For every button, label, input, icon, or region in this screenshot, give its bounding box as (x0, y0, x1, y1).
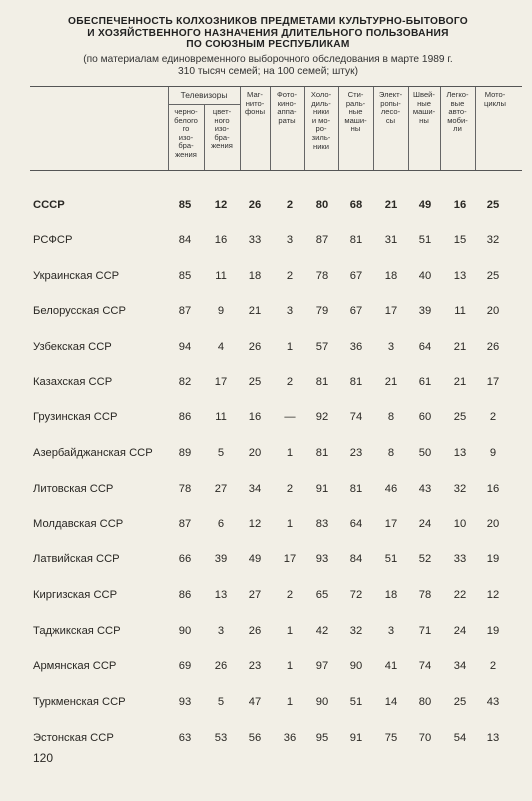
table-cell: 57 (315, 341, 329, 353)
table-row (0, 375, 532, 393)
table-cell: 74 (418, 660, 432, 672)
table-cell: 3 (387, 341, 395, 353)
table-title (20, 16, 516, 51)
row-label: Латвийская ССР (33, 553, 120, 565)
table-cell: 49 (418, 199, 432, 211)
table-cell: 90 (178, 625, 192, 637)
table-cell: 50 (418, 447, 432, 459)
table-cell: 40 (418, 270, 432, 282)
table-subtitle (20, 54, 516, 77)
table-cell: 21 (384, 376, 398, 388)
table-cell: 60 (418, 411, 432, 423)
table-cell: 11 (215, 411, 227, 423)
table-cell: 17 (283, 553, 297, 565)
table-cell: 9 (217, 305, 225, 317)
header-line: Элект- (378, 90, 403, 99)
table-cell: 81 (349, 234, 363, 246)
header-line: белого (174, 115, 198, 125)
row-label: Украинская ССР (33, 270, 120, 282)
table-row (0, 446, 532, 464)
table-cell: 51 (418, 234, 432, 246)
table-cell: 52 (418, 553, 432, 565)
table-cell: 80 (418, 696, 432, 708)
header-line: вые (450, 98, 465, 108)
table-cell: 46 (384, 483, 398, 495)
table-cell: 80 (315, 199, 329, 211)
table-cell: 4 (217, 341, 225, 353)
table-cell: 9 (489, 447, 497, 459)
table-cell: 10 (453, 518, 467, 530)
header-line: ро- (315, 124, 327, 134)
table-cell: 21 (453, 376, 467, 388)
row-label: Белорусская ССР (33, 305, 126, 317)
table-cell: 64 (418, 341, 432, 353)
header-line: Мото- (484, 90, 506, 99)
table-cell: 67 (349, 270, 363, 282)
header-line: го (182, 124, 190, 134)
table-cell: 25 (453, 696, 467, 708)
table-cell: 82 (178, 376, 192, 388)
table-cell: 2 (286, 199, 294, 211)
header-line: лесо- (380, 107, 401, 117)
table-cell: 93 (178, 696, 192, 708)
header-washing-machines (338, 91, 373, 134)
table-cell: 1 (286, 518, 294, 530)
table-cell: 26 (248, 199, 262, 211)
table-cell: 11 (454, 305, 466, 317)
table-cell: 21 (453, 341, 467, 353)
table-cell: 87 (178, 518, 192, 530)
table-cell: 32 (486, 234, 500, 246)
table-cell: 1 (286, 447, 294, 459)
header-line: диль- (311, 98, 331, 108)
header-tape-recorders (240, 91, 270, 117)
header-line: бра- (178, 141, 194, 151)
table-cell: 64 (349, 518, 363, 530)
table-cell: 84 (178, 234, 192, 246)
table-cell: 24 (418, 518, 432, 530)
table-cell: 17 (384, 305, 398, 317)
table-cell: 84 (349, 553, 363, 565)
table-row (0, 340, 532, 358)
row-label: СССР (33, 199, 65, 211)
header-line: ны (419, 115, 429, 125)
table-cell: 5 (217, 696, 225, 708)
table-cell: 16 (486, 483, 500, 495)
header-line: маши- (412, 107, 436, 117)
header-line: ропы- (380, 98, 401, 108)
table-cell: 91 (315, 483, 329, 495)
header-line: бра- (214, 132, 230, 142)
header-line: аппа- (277, 107, 297, 117)
row-label: Литовская ССР (33, 483, 114, 495)
table-cell: 17 (214, 376, 228, 388)
table-cell: 47 (248, 696, 262, 708)
table-cell: 24 (453, 625, 467, 637)
table-row (0, 588, 532, 606)
header-line: раты (278, 115, 296, 125)
table-cell: 17 (384, 518, 398, 530)
table-cell: 3 (217, 625, 225, 637)
table-row (0, 269, 532, 287)
header-tv-color (204, 108, 240, 151)
header-tv-bw (168, 108, 204, 160)
table-cell: 43 (418, 483, 432, 495)
table-cell: 3 (286, 234, 294, 246)
table-cell: 26 (248, 625, 262, 637)
header-bottom-rule (30, 170, 522, 171)
table-cell: 2 (489, 411, 497, 423)
header-line: Швей- (413, 90, 435, 99)
table-cell: 78 (178, 483, 192, 495)
table-cell: — (284, 411, 296, 423)
header-line: и мо- (311, 115, 331, 125)
header-cars (440, 91, 475, 134)
table-cell: 15 (453, 234, 467, 246)
table-cell: 25 (453, 411, 467, 423)
row-label: Азербайджанская ССР (33, 447, 153, 459)
table-cell: 72 (349, 589, 363, 601)
table-cell: 81 (349, 376, 363, 388)
title-line: И ХОЗЯЙСТВЕННОГО НАЗНАЧЕНИЯ ДЛИТЕЛЬНОГО ПОЛЬЗОВАНИЯ (87, 27, 449, 39)
header-line: Фото- (277, 90, 297, 99)
table-cell: 25 (486, 270, 500, 282)
table-cell: 93 (315, 553, 329, 565)
table-cell: 54 (453, 732, 467, 744)
table-cell: 12 (486, 589, 500, 601)
table-cell: 17 (486, 376, 500, 388)
table-cell: 20 (486, 518, 500, 530)
table-cell: 83 (315, 518, 329, 530)
table-row (0, 233, 532, 251)
table-cell: 18 (248, 270, 262, 282)
table-cell: 97 (315, 660, 329, 672)
table-cell: 13 (486, 732, 500, 744)
table-cell: 92 (315, 411, 329, 423)
table-cell: 81 (315, 376, 329, 388)
header-line: ники (313, 107, 329, 117)
title-line: ОБЕСПЕЧЕННОСТЬ КОЛХОЗНИКОВ ПРЕДМЕТАМИ КУЛЬТУРНО-БЫТОВОГО (68, 16, 468, 27)
table-cell: 34 (248, 483, 262, 495)
table-cell: 32 (453, 483, 467, 495)
table-cell: 89 (178, 447, 192, 459)
table-cell: 20 (486, 305, 500, 317)
table-cell: 13 (214, 589, 228, 601)
table-cell: 31 (384, 234, 398, 246)
table-cell: 94 (178, 341, 192, 353)
table-cell: 85 (178, 270, 192, 282)
table-cell: 79 (315, 305, 329, 317)
header-line: кино- (277, 98, 297, 108)
header-line: раль- (345, 98, 366, 108)
table-cell: 87 (315, 234, 329, 246)
table-cell: 22 (453, 589, 467, 601)
table-cell: 51 (349, 696, 363, 708)
header-refrigerators (304, 91, 338, 151)
table-cell: 65 (315, 589, 329, 601)
header-line: фоны (244, 107, 266, 117)
header-line: Сти- (347, 90, 364, 99)
table-cell: 1 (286, 341, 294, 353)
table-cell: 18 (384, 589, 398, 601)
table-cell: 12 (214, 199, 228, 211)
table-cell: 13 (453, 447, 467, 459)
subtitle-line: (по материалам единовременного выборочного обследования в марте 1989 г. (83, 54, 453, 65)
header-line: сы (385, 115, 396, 125)
row-label: Таджикская ССР (33, 625, 121, 637)
table-cell: 67 (349, 305, 363, 317)
table-cell: 85 (178, 199, 192, 211)
table-cell: 71 (418, 625, 432, 637)
table-cell: 39 (214, 553, 228, 565)
header-line: ники (313, 141, 329, 151)
row-label: Узбекская ССР (33, 341, 112, 353)
table-cell: 66 (178, 553, 192, 565)
table-cell: 13 (453, 270, 467, 282)
table-cell: 34 (453, 660, 467, 672)
header-line: маши- (344, 115, 367, 125)
table-row (0, 731, 532, 749)
table-cell: 75 (384, 732, 398, 744)
table-cell: 69 (178, 660, 192, 672)
table-cell: 3 (286, 305, 294, 317)
table-cell: 90 (349, 660, 363, 672)
table-cell: 33 (453, 553, 467, 565)
table-cell: 70 (418, 732, 432, 744)
header-line: изо- (178, 132, 194, 142)
title-line: ПО СОЮЗНЫМ РЕСПУБЛИКАМ (186, 39, 350, 50)
header-cameras (270, 91, 304, 125)
table-cell: 78 (418, 589, 432, 601)
table-cell: 1 (286, 660, 294, 672)
table-row (0, 695, 532, 713)
header-vacuum-cleaners (373, 91, 408, 125)
table-cell: 68 (349, 199, 363, 211)
header-sewing-machines (408, 91, 440, 125)
table-row (0, 517, 532, 535)
table-cell: 81 (349, 483, 363, 495)
subtitle-line: 310 тысяч семей; на 100 семей; штук) (178, 65, 358, 77)
row-label: РСФСР (33, 234, 73, 246)
header-line: ные (417, 98, 431, 108)
table-cell: 49 (248, 553, 262, 565)
header-line: зиль- (311, 132, 331, 142)
row-label: Армянская ССР (33, 660, 117, 672)
table-cell: 8 (387, 411, 395, 423)
table-cell: 11 (215, 270, 227, 282)
table-row (0, 482, 532, 500)
table-cell: 21 (248, 305, 262, 317)
table-cell: 87 (178, 305, 192, 317)
row-label: Грузинская ССР (33, 411, 118, 423)
table-cell: 20 (248, 447, 262, 459)
table-cell: 51 (384, 553, 398, 565)
table-cell: 2 (286, 376, 294, 388)
table-cell: 36 (283, 732, 297, 744)
table-cell: 90 (315, 696, 329, 708)
table-row (0, 304, 532, 322)
table-cell: 53 (214, 732, 228, 744)
header-line: жения (175, 149, 197, 159)
table-cell: 27 (248, 589, 262, 601)
header-line: моби- (447, 115, 468, 125)
table-cell: 1 (286, 625, 294, 637)
header-line: Холо- (310, 90, 332, 99)
table-cell: 61 (418, 376, 432, 388)
table-cell: 12 (248, 518, 262, 530)
table-cell: 86 (178, 411, 192, 423)
table-cell: 5 (217, 447, 225, 459)
table-cell: 56 (248, 732, 262, 744)
row-label: Киргизская ССР (33, 589, 118, 601)
table-cell: 3 (387, 625, 395, 637)
table-cell: 16 (248, 411, 262, 423)
table-cell: 74 (349, 411, 363, 423)
table-cell: 23 (349, 447, 363, 459)
table-cell: 26 (214, 660, 228, 672)
table-cell: 42 (315, 625, 329, 637)
table-row (0, 624, 532, 642)
table-cell: 6 (217, 518, 225, 530)
header-top-rule (30, 86, 522, 87)
header-line: авто- (448, 107, 467, 117)
table-cell: 86 (178, 589, 192, 601)
table-cell: 23 (248, 660, 262, 672)
table-cell: 18 (384, 270, 398, 282)
table-cell: 25 (248, 376, 262, 388)
header-line: черно- (174, 107, 198, 116)
header-line: циклы (484, 98, 506, 108)
header-line: цвет- (212, 107, 232, 116)
table-cell: 1 (286, 696, 294, 708)
table-cell: 95 (315, 732, 329, 744)
table-cell: 78 (315, 270, 329, 282)
table-cell: 2 (286, 589, 294, 601)
table-cell: 81 (315, 447, 329, 459)
table-cell: 2 (286, 270, 294, 282)
table-cell: 26 (486, 341, 500, 353)
header-line: изо- (214, 124, 230, 134)
table-cell: 33 (248, 234, 262, 246)
table-cell: 19 (486, 553, 500, 565)
table-cell: 2 (286, 483, 294, 495)
header-line: Маг- (247, 90, 263, 99)
table-cell: 32 (349, 625, 363, 637)
table-cell: 16 (453, 199, 467, 211)
table-cell: 63 (178, 732, 192, 744)
header-line: ны (350, 124, 361, 134)
table-cell: 19 (486, 625, 500, 637)
header-line: жения (211, 141, 233, 151)
table-row (0, 410, 532, 428)
table-cell: 36 (349, 341, 363, 353)
table-cell: 43 (486, 696, 500, 708)
table-cell: 21 (384, 199, 398, 211)
table-cell: 16 (214, 234, 228, 246)
table-cell: 91 (349, 732, 363, 744)
row-label: Туркменская ССР (33, 696, 126, 708)
page-number: 120 (33, 751, 54, 765)
header-line: нито- (245, 98, 265, 108)
header-motorcycles (475, 91, 515, 108)
row-label: Эстонская ССР (33, 732, 114, 744)
table-cell: 41 (384, 660, 398, 672)
table-row (0, 198, 532, 216)
table-cell: 14 (384, 696, 398, 708)
table-row (0, 659, 532, 677)
table-row (0, 552, 532, 570)
row-label: Казахская ССР (33, 376, 113, 388)
table-cell: 27 (214, 483, 228, 495)
row-label: Молдавская ССР (33, 518, 124, 530)
header-line: ные (348, 107, 363, 117)
table-cell: 8 (387, 447, 395, 459)
table-cell: 26 (248, 341, 262, 353)
header-line: ли (453, 124, 462, 134)
table-cell: 39 (418, 305, 432, 317)
table-cell: 25 (486, 199, 500, 211)
header-line: ного (214, 115, 230, 125)
header-tv-group: Телевизоры (180, 90, 228, 100)
header-line: Легко- (446, 90, 469, 99)
table-cell: 2 (489, 660, 497, 672)
